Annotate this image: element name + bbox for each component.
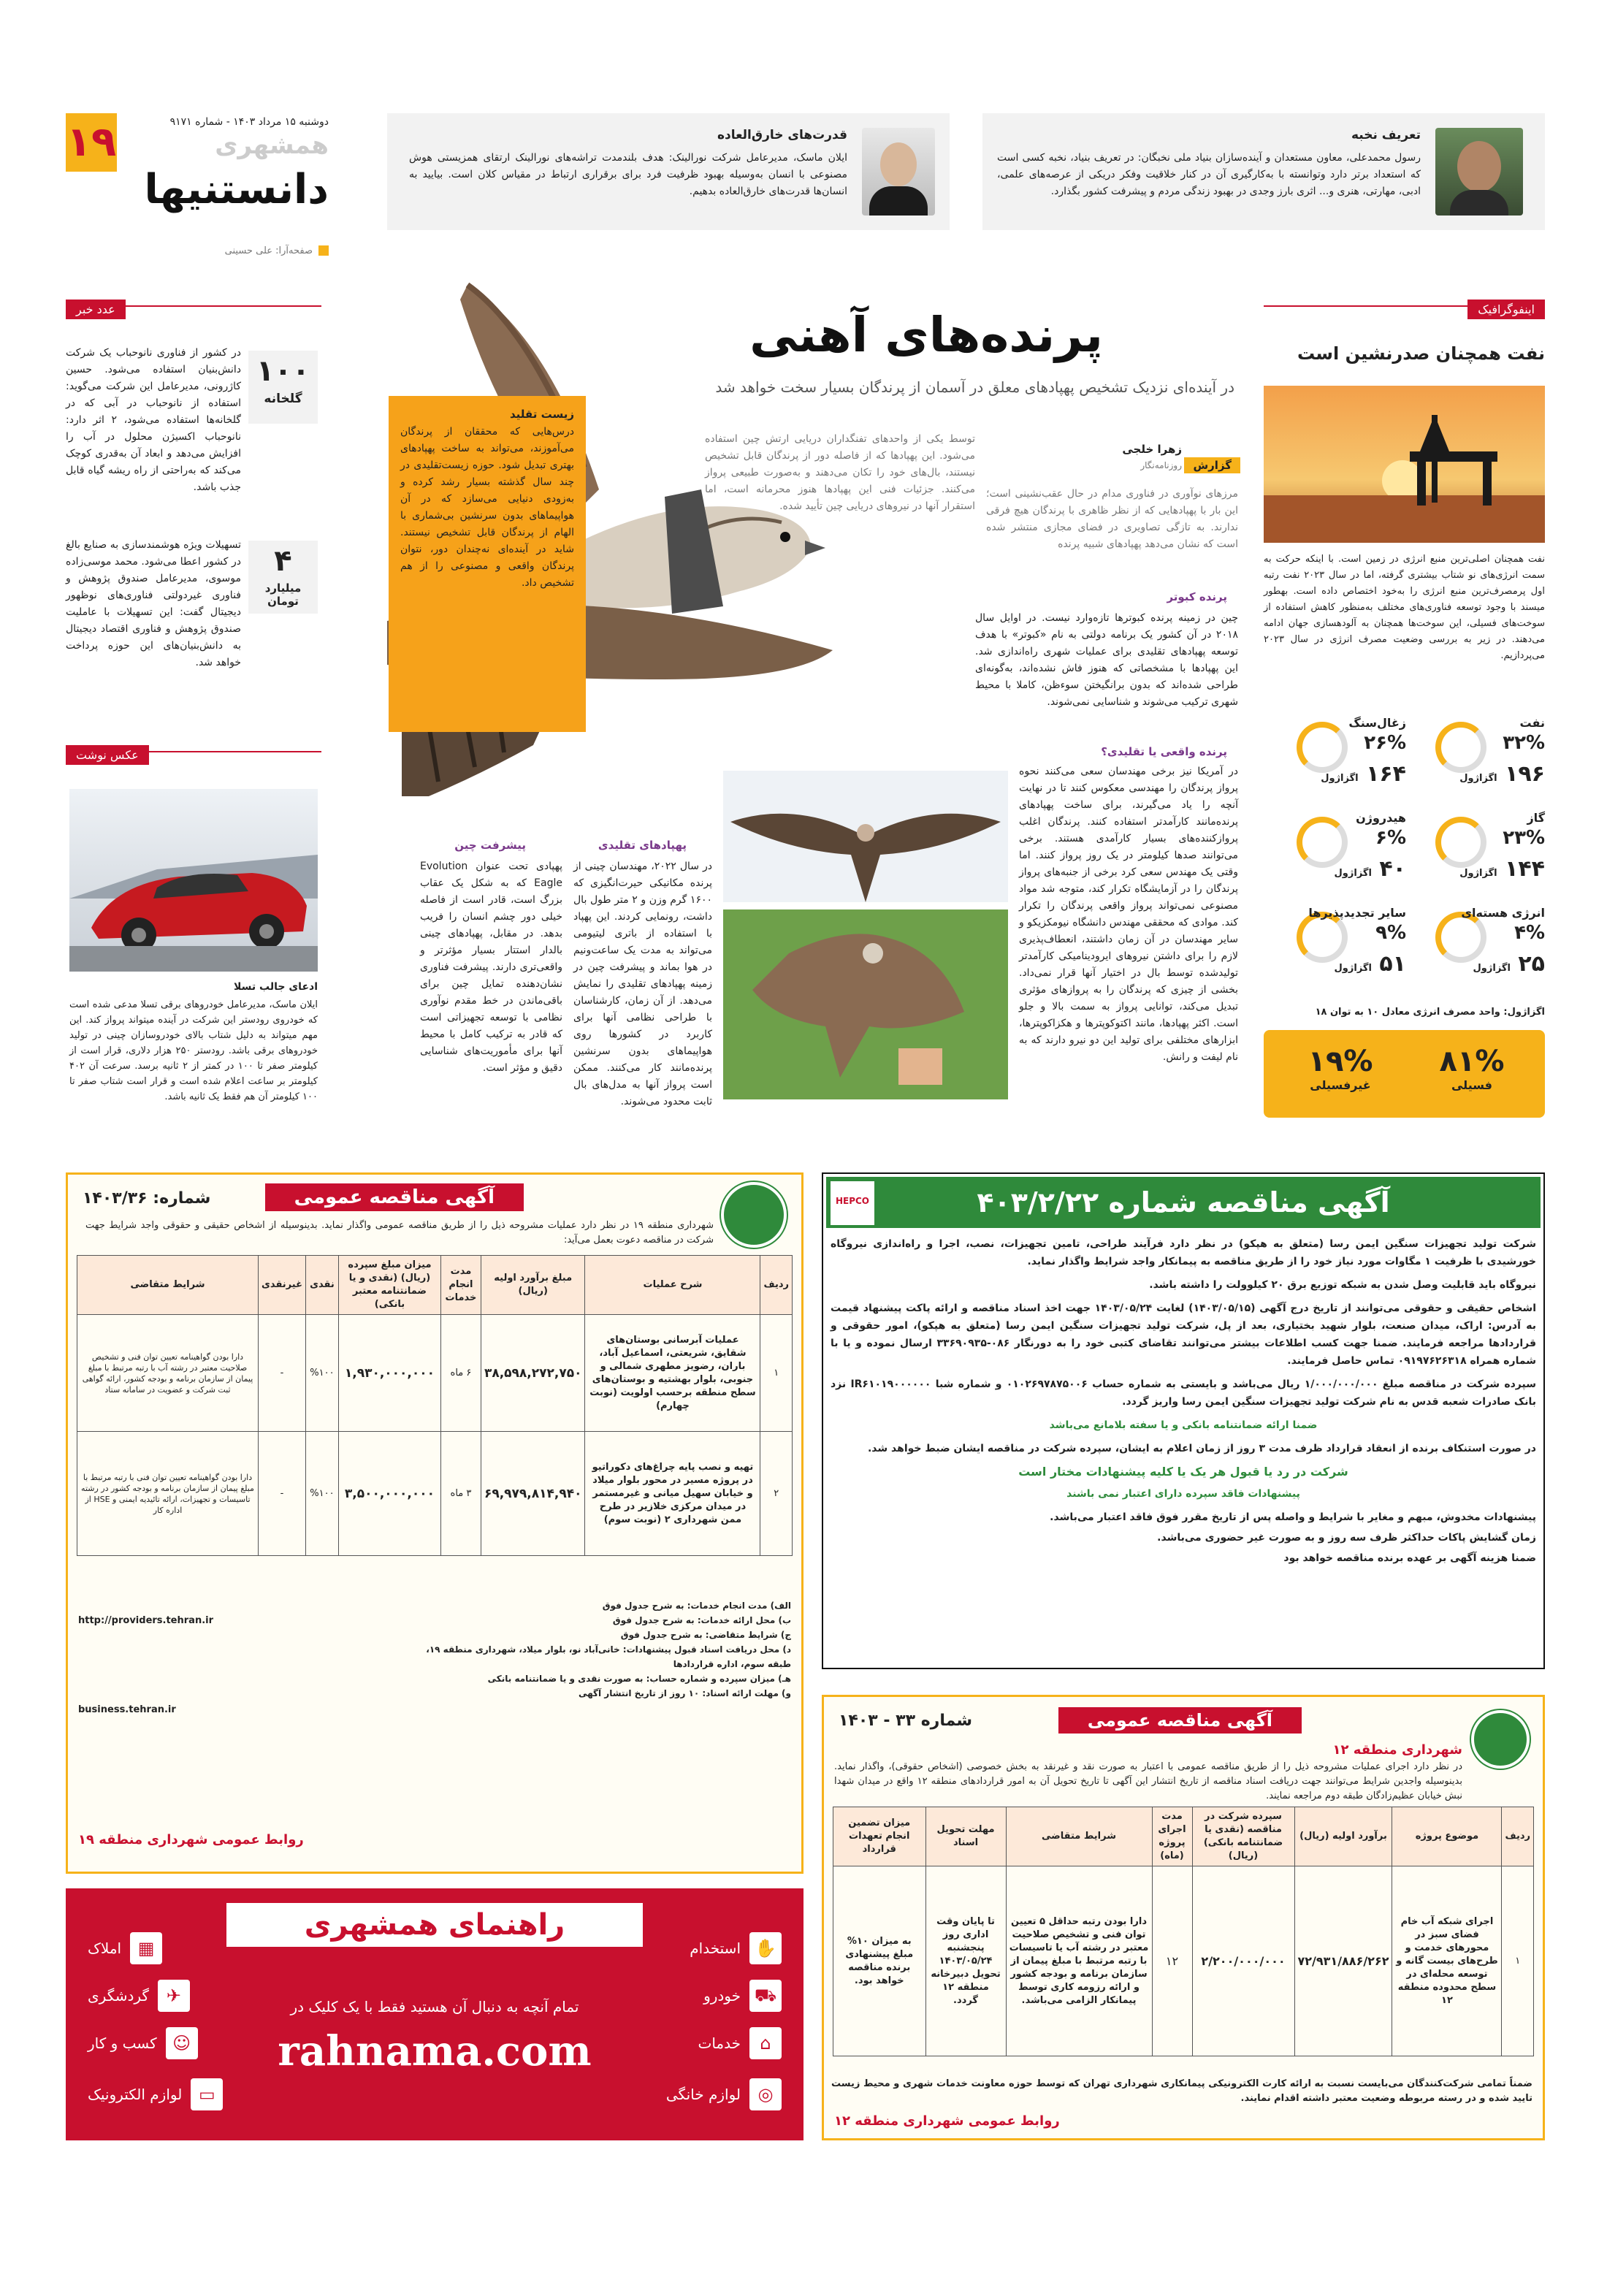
report-tag-area bbox=[985, 437, 1240, 473]
numbers-section bbox=[66, 300, 321, 723]
gauge-number: ۲۵ bbox=[1518, 951, 1545, 977]
photo-caption-title: ادعای جالب تسلا bbox=[234, 981, 318, 993]
rahnama-item-realestate[interactable] bbox=[88, 1932, 162, 1964]
editor-name: صفحه‌آرا: علی حسینی bbox=[224, 245, 313, 256]
gauge-oil bbox=[1435, 716, 1545, 804]
th-cond: شرایط متقاضی bbox=[1006, 1807, 1152, 1866]
infographic-title: نفت همچنان صدرنشین است bbox=[1297, 343, 1545, 364]
th-cash: نقدی bbox=[305, 1256, 338, 1315]
page-number: ۱۹ bbox=[66, 113, 117, 172]
tender12-intro: در نظر دارد اجرای عملیات مشروحه ذیل را از طریق مناقصه عمومی با اعتبار به صورت نقد و غیرنقد به بخش خصوصی (اشخاص حقوقی)، واگذار نماید. بدینوسیله واجدین شرایط می‌توانند جهت دریافت اسناد مناقصه از تاریخ انتشار این آگهی تا تاریخ تحویل آن به امور قراردادهای منطقه ۱۲ واقع در میدان شهدا نبش خیابان عظیم‌زادگان طبقه دوم مراجعه نمایند. bbox=[834, 1761, 1462, 1801]
tender19-emblem bbox=[721, 1182, 787, 1248]
imitation-text: درس‌هایی که محققان از پرندگان می‌آموزند، می‌تواند به ساخت پهپادهای بهتری تبدیل شود. حوزه زیست‌تقلیدی در چند سال گذشته بسیار رشد کرده و به‌زودی دنیایی می‌سازد که در آن هواپیماهای بدون سرنشین بی‌شماری با الهام از پرندگان قابل تشخیص نیستند. شاید در آینده‌ای نه‌چندان دور، نتوان پرندگان واقعی و مصنوعی را از هم تشخیص داد. bbox=[400, 426, 574, 589]
total-nonfossil bbox=[1282, 1045, 1399, 1092]
total-nonfossil-label: غیرفسیلی bbox=[1310, 1078, 1371, 1092]
item-label: خدمات bbox=[698, 2034, 741, 2052]
tender19-footer: روابط عمومی شهرداری منطقه ۱۹ bbox=[78, 1832, 304, 1847]
gauge-label: سایر تجدیدپذیرها bbox=[1308, 906, 1406, 920]
photo-box bbox=[66, 745, 321, 1125]
cell-months: ۱۲ bbox=[1152, 1866, 1192, 2056]
powers-title: قدرت‌های خارق‌العاده bbox=[717, 128, 847, 142]
report-tag: گزارش bbox=[1184, 457, 1240, 473]
number-badge-2 bbox=[248, 541, 318, 614]
note: ج) شرایط متقاضی: به شرح جدول فوق bbox=[620, 1630, 791, 1640]
infographic-note: اگزاژول: واحد مصرف انرژی معادل ۱۰ به توان ۱۸ bbox=[1315, 1007, 1545, 1018]
hepco-header bbox=[826, 1177, 1541, 1228]
th-desc: شرح عملیات bbox=[585, 1256, 760, 1315]
hepco-body bbox=[831, 1235, 1536, 1567]
cell-budget: ۷۲/۹۳۱/۸۸۶/۲۶۲ bbox=[1294, 1866, 1392, 2056]
feature-headline: پرنده‌های آهنی bbox=[749, 307, 1103, 363]
th-no: ردیف bbox=[760, 1256, 793, 1315]
hepco-line: ضمنا ارائه ضمانتنامه بانکی و یا سفته بلامانع می‌باشد bbox=[1049, 1419, 1318, 1431]
gauge-unit: اگزاژول bbox=[1459, 773, 1497, 784]
ad-hepco bbox=[822, 1172, 1545, 1669]
rahnama-item-services[interactable] bbox=[698, 2027, 782, 2059]
total-fossil-pct: ۸۱% bbox=[1439, 1045, 1505, 1078]
number-unit-1: گلخانه bbox=[264, 392, 302, 406]
cell-cash: %۱۰۰ bbox=[305, 1432, 338, 1556]
hepco-line: زمان گشایش پاکات حداکثر ظرف سه روز و به صورت غیر حضوری می‌باشد. bbox=[1157, 1532, 1536, 1544]
tender19-links bbox=[78, 1613, 414, 1718]
hepco-line: نیروگاه باید قابلیت وصل شدن به شبکه توزیع برق ۲۰ کیلوولت را داشته باشد. bbox=[1149, 1279, 1536, 1291]
house-icon: ⌂ bbox=[749, 2027, 782, 2059]
table-row bbox=[833, 1866, 1534, 2056]
gauge-value bbox=[1435, 951, 1545, 977]
hepco-line: اشخاص حقیقی و حقوقی می‌توانند از تاریخ درج آگهی (۱۴۰۳/۰۵/۱۵) لغایت ۱۴۰۳/۰۵/۲۴ جهت اخذ اسناد مناقصه و ارائه پاکت پیشنهاد قیمت به آدرس: اراک، میدان صنعت، بلوار شهید بختیاری، بعد از پل، شرکت تولید تجهیزات سنگین ایمن رسا (متعلق به هپکو)، امور حقوقی و قراردادها مراجعه فرمایند. ضمنا جهت کسب اطلاعات بیشتر می‌توانند تقاضای کتبی خود را به دورنگار ۰۸۶-۳۳۶۹۰۹۳۵ ارسال نموده و یا با شماره همراه ۰۹۱۹۷۶۲۶۳۱۸ تماس حاصل فرمایند. bbox=[831, 1303, 1536, 1367]
cell-cond: دارا بودن گواهینامه تعیین توان فنی با رتبه مرتبط با مبلغ پیمان از سازمان برنامه و بودجه کشور در رشته تاسیسات و تجهیزات، ارائه تائیدیه ایمنی و HSE از اداره کار bbox=[77, 1432, 259, 1556]
gauge-hydro bbox=[1297, 811, 1406, 899]
pigeon-title: پرنده کبوتر bbox=[1167, 590, 1227, 603]
gauge-number: ۴۰ bbox=[1379, 856, 1406, 882]
cell-desc: عملیات آبرسانی بوستان‌های شقایق، شریعتی، اسماعیل آباد، باران، رضویز مطهری شمالی و جنوبی، بلوار بهشتیه و بوستان‌های سطح منطقه برحسب اولویت (نوبت چهارم) bbox=[585, 1315, 760, 1432]
tender19-intro: شهرداری منطقه ۱۹ در نظر دارد عملیات مشروحه ذیل را از طریق مناقصه عمومی واگذار نماید. بدینوسیله از اشخاص حقیقی و حقوقی واجد شرایط جهت شرکت در مناقصه دعوت بعمل می‌آید: bbox=[85, 1220, 714, 1246]
imitation-title: زیست تقلید bbox=[510, 408, 574, 421]
photo-box-label: عکس نوشت bbox=[66, 745, 149, 765]
cell-desc: تهیه و نصب پایه چراغ‌های دکوراتیو در پروژه مسیر در محور بلوار میلاد و خیابان سهیل میانی و غیرمستمر در میدان مرکزی خلازیر در طرح ممن شهرداری ۲ (نوبت سوم) bbox=[585, 1432, 760, 1556]
rahnama-item-business[interactable] bbox=[88, 2027, 198, 2059]
cell-noncash: - bbox=[259, 1315, 306, 1432]
business-link[interactable]: business.tehran.ir bbox=[78, 1704, 176, 1715]
th-deposit: میزان مبلغ سپرده (ریال) (نقدی و یا ضمانتنامه معتبر بانکی) bbox=[338, 1256, 440, 1315]
gauge-number: ۱۶۴ bbox=[1366, 761, 1406, 787]
tender12-org: شهرداری منطقه ۱۲ bbox=[1332, 1742, 1462, 1758]
rahnama-item-jobs[interactable] bbox=[690, 1932, 782, 1964]
number-value-2: ۴ bbox=[274, 544, 292, 578]
gauge-unit: اگزاژول bbox=[1473, 963, 1511, 974]
th-no: ردیف bbox=[1502, 1807, 1534, 1866]
progress-title: پیشرفت چین bbox=[454, 839, 526, 852]
hepco-line: در صورت استنکاف برنده از انعقاد قرارداد ظرف مدت ۳ روز از زمان اعلام به ایشان، سپرده شرکت در مناقصه ایشان ضبط خواهد شد. bbox=[867, 1443, 1536, 1454]
tesla-photo bbox=[69, 789, 318, 972]
people-icon: ☺ bbox=[166, 2027, 198, 2059]
th-budget: مبلغ برآورد اولیه (ریال) bbox=[481, 1256, 585, 1315]
rahnama-title: راهنمای همشهری bbox=[226, 1903, 643, 1947]
report-author-role: روزنامه‌نگار bbox=[1140, 460, 1182, 470]
gauge-number: ۱۴۴ bbox=[1505, 856, 1545, 882]
th-noncash: غیرنقدی bbox=[259, 1256, 306, 1315]
total-fossil bbox=[1413, 1045, 1530, 1092]
gauge-number: ۱۹۶ bbox=[1505, 761, 1545, 787]
note: د) محل دریافت اسناد قبول پیشنهادات: خانی‌آباد نو، بلوار میلاد، شهرداری منطقه ۱۹، طبقه سوم، اداره قراردادها bbox=[426, 1644, 791, 1669]
total-fossil-label: فسیلی bbox=[1451, 1078, 1492, 1092]
gauge-value bbox=[1435, 856, 1545, 882]
total-nonfossil-pct: ۱۹% bbox=[1308, 1045, 1373, 1078]
oil-rig-photo bbox=[1264, 386, 1545, 543]
tender12-note: ضمناً تمامی شرکت‌کنندگان می‌بایست نسبت به ارائه کارت الکترونیکی پیمانکاری شهرداری تهران که توسط حوزه معاونت خدمات شهری و محیط زیست تایید شده و در رسته مربوطه وضعیت معتبر داشته اقدام نمایند. bbox=[831, 2078, 1532, 2104]
top-box-powers bbox=[387, 113, 950, 230]
cell-budget: ۶۹,۹۷۹,۸۱۴,۹۴۰ bbox=[481, 1432, 585, 1556]
gauge-unit: اگزاژول bbox=[1334, 963, 1372, 974]
providers-link[interactable]: http://providers.tehran.ir bbox=[78, 1615, 214, 1626]
number-badge-1 bbox=[248, 351, 318, 424]
cell-deposit: ۳,۵۰۰,۰۰۰,۰۰۰ bbox=[338, 1432, 440, 1556]
powers-body: ایلان ماسک، مدیرعامل شرکت نورالینک: هدف بلندمدت تراشه‌های نورالینک ارتقای همزیستی هوش مصنوعی با انسان به‌وسیله بهبود ظرفیت فرد برای برقراری ارتباط در مقیاس کلان است. بیایید به انسان‌ها قدرت‌های خارق‌العاده بدهیم. bbox=[409, 152, 847, 197]
hepco-line: پیشنهادات مخدوش، مبهم و مغایر با شرایط و واصله پس از تاریخ مقرر فوق فاقد اعتبار می‌باشد. bbox=[1050, 1511, 1536, 1523]
cell-noncash: - bbox=[259, 1432, 306, 1556]
elite-photo bbox=[1435, 128, 1523, 216]
cell-cond: دارا بودن رتبه حداقل ۵ تعیین توان فنی و تشخیص صلاحیت معتبر در رشته آب یا تاسیسات با رتبه مرتبط با مبلغ پیمان از سازمان برنامه و بودجه کشور و ارائه رزومه کاری توسط پیمانکار الزامی می‌باشد. bbox=[1006, 1866, 1152, 2056]
hepco-logo: HEPCO bbox=[831, 1181, 874, 1225]
infographic-totals bbox=[1264, 1030, 1545, 1118]
hepco-line: شرکت در رد یا قبول هر یک یا کلیه پیشنهادات مختار است bbox=[1018, 1465, 1348, 1479]
masthead bbox=[66, 113, 329, 256]
cell-duration: ۶ ماه bbox=[440, 1315, 481, 1432]
musk-photo bbox=[862, 128, 935, 216]
tender12-banner: آگهی مناقصه عمومی bbox=[1058, 1707, 1302, 1734]
elite-title: تعریف نخبه bbox=[1351, 128, 1421, 142]
handshake-icon: ✋ bbox=[749, 1932, 782, 1964]
table-row bbox=[77, 1432, 793, 1556]
th-months: مدت اجرای پروژه (ماه) bbox=[1152, 1807, 1192, 1866]
report-intro-left: توسط یکی از واحدهای تفنگداران دریایی ارتش چین استفاده می‌شود. این پهپادها که از فاصله دور از پرندگان قابل تشخیص نیستند، بال‌های خود را تکان می‌دهند و به‌صورت طبیعی پرواز می‌کنند. جزئیات فنی این پهپادها هنوز محرمانه است، اما استقرار آنها در نیروهای دریایی چین تأیید شده. bbox=[705, 433, 975, 512]
gauge-percent: ۲۶% bbox=[1364, 732, 1406, 754]
gauge-nuclear bbox=[1435, 906, 1545, 993]
gauge-renewables bbox=[1297, 906, 1406, 993]
ad-tender-12 bbox=[822, 1695, 1545, 2140]
item-label: استخدام bbox=[690, 1940, 741, 1957]
th-budget: برآورد اولیه (ریال) bbox=[1294, 1807, 1392, 1866]
monitor-icon: ▭ bbox=[191, 2078, 223, 2110]
drone-bird-flying bbox=[723, 771, 1008, 902]
gauge-label: گاز bbox=[1527, 811, 1545, 825]
rahnama-item-cars[interactable] bbox=[703, 1980, 782, 2012]
gauge-coal bbox=[1297, 716, 1406, 804]
tender12-footer: روابط عمومی شهرداری منطقه ۱۲ bbox=[834, 2113, 1060, 2129]
note: و) مهلت ارائه اسناد: ۱۰ روز از تاریخ انتشار آگهی bbox=[578, 1688, 791, 1698]
elite-body: رسول محمدعلی، معاون مستعدان و آینده‌سازان بنیاد ملی نخبگان: در تعریف بنیاد، نخبه کسی است که استعداد برتر دارد وتوانسته با به‌کارگیری آن در کنار خلاقیت وفکر دریکی از عرصه‌های علمی، ادبی، مهارتی، هنری و... اثری بارز وجدی در بهبود زندگی مردم و پیشرفت کشور بگذارد. bbox=[997, 152, 1421, 197]
note: ب) محل ارائه خدمات: به شرح جدول فوق bbox=[612, 1615, 791, 1625]
gauge-value bbox=[1297, 856, 1406, 882]
tender12-emblem bbox=[1471, 1710, 1530, 1769]
cell-cash: %۱۰۰ bbox=[305, 1315, 338, 1432]
th-guarantee: میزان تضمین انجام تعهدات قرارداد bbox=[833, 1807, 926, 1866]
infographic-text: نفت همچنان اصلی‌ترین منبع انرژی در زمین است. با اینکه حرکت به سمت انرژی‌های نو شتاب بیشتری گرفته، اما در سال ۲۰۲۳ نفت رتبه اول پرمصرف‌ترین منبع انرژی را به‌خود اختصاص داده است. بهطور میسند با وجود توسعه فناوری‌های مختلف به‌منظور کاهش استفاده از سوخت‌های فسیلی، این سوخت‌ها همچنان به آلودهسازی جهان ادامه می‌دهند. در زیر به بررسی وضعیت مصرف انرژی در سال ۲۰۲۳ می‌پردازیم. bbox=[1264, 554, 1545, 661]
hepco-line: سپرده شرکت در مناقصه مبلغ ۱/۰۰۰/۰۰۰/۰۰۰ ریال می‌باشد و بایستی به شماره حساب ۰۱۰۲۶۹۷۸۷۵۰۰۶ و شماره شبا IR۶۱۰۱۹۰۰۰۰۰۰ نزد بانک صادرات شعبه قدس به نام شرکت تولید تجهیزات سنگین ایمن رسا واریز گردد. bbox=[831, 1378, 1536, 1408]
hepco-title: آگهی مناقصه شماره ۴۰۳/۲/۲۲ bbox=[977, 1186, 1390, 1218]
number-text-2: تسهیلات ویژه هوشمندسازی به صنایع بالغ در کشور اعطا می‌شود. محمد موسی‌زاده موسوی، مدیرعامل صندوق پژوهش و فناوری غیردولتی فناوری‌های نوظهور دیجیتال گفت: این تسهیلات با عاملیت صندوق پژوهش و فناوری اقتصاد دیجیتال به دانش‌بنیان‌های این حوزه پرداخت خواهد شد. bbox=[66, 539, 241, 668]
note: الف) مدت انجام خدمات: به شرح جدول فوق bbox=[602, 1601, 791, 1611]
building-icon: ▦ bbox=[130, 1932, 162, 1964]
chinese-title: پهپادهای تقلیدی bbox=[598, 839, 687, 852]
report-intro-right: مرزهای نوآوری در فناوری مدام در حال عقب‌نشینی است؛ این بار با پهپادهایی که از نظر ظاهری با پرندگان هیچ فرقی ندارند. به تازگی تصاویری در فضای مجازی منتشر شده است که نشان می‌دهد پهپادهای شبیه پرنده bbox=[986, 488, 1238, 550]
tender12-number: شماره ۳۳ - ۱۴۰۳ bbox=[839, 1712, 972, 1730]
numbers-label: عدد خبر bbox=[66, 300, 126, 319]
cell-deposit: ۱,۹۳۰,۰۰۰,۰۰۰ bbox=[338, 1315, 440, 1432]
note: هـ) میزان سپرده و شماره حساب: به صورت نقدی و یا ضمانتنامه بانکی bbox=[487, 1674, 791, 1684]
cell-deadline: تا پایان وقت اداری روز پنجشنبه ۱۴۰۳/۰۵/۲۴ تحویل دبیرخانه منطقه ۱۲ گردد. bbox=[925, 1866, 1006, 2056]
gauge-unit: اگزاژول bbox=[1459, 868, 1497, 879]
tender19-notes bbox=[426, 1598, 791, 1701]
cell-duration: ۳ ماه bbox=[440, 1432, 481, 1556]
item-label: لوازم خانگی bbox=[665, 2086, 741, 2103]
cell-no: ۱ bbox=[760, 1315, 793, 1432]
item-label: لوازم الکترونیک bbox=[88, 2086, 183, 2103]
plane-icon: ✈ bbox=[158, 1980, 190, 2012]
top-box-elite bbox=[982, 113, 1545, 230]
tender12-table bbox=[833, 1807, 1534, 2056]
gauge-percent: ۹% bbox=[1375, 922, 1406, 944]
date-line: دوشنبه ۱۵ مرداد ۱۴۰۳ - شماره ۹۱۷۱ bbox=[169, 116, 329, 128]
gauge-gas bbox=[1435, 811, 1545, 899]
gauge-value bbox=[1435, 761, 1545, 787]
rahnama-slogan: تمام آنچه به دنبال آن هستید فقط با یک کلیک در bbox=[290, 1998, 579, 2015]
report-author: زهرا خلجی bbox=[1122, 443, 1182, 456]
gauge-unit: اگزاژول bbox=[1334, 868, 1372, 879]
gauge-label: هیدروژن bbox=[1356, 811, 1406, 825]
gauge-label: انرژی هسته‌ای bbox=[1461, 906, 1545, 920]
item-label: گردشگری bbox=[88, 1987, 149, 2005]
th-duration: مدت انجام خدمات bbox=[440, 1256, 481, 1315]
gauge-percent: ۴% bbox=[1514, 922, 1545, 944]
th-deposit: سپرده شرکت در مناقصه (نقدی یا ضمانتنامه بانکی) (ریال) bbox=[1192, 1807, 1294, 1866]
cell-subject: اجرای شبکه آب خام فضای سبز در محورهای خدمت و طرح‌های بیست گانه و توسعه محله‌ای در سطح محدوده منطقه ۱۲ bbox=[1392, 1866, 1502, 2056]
tesla-car-illustration bbox=[69, 789, 318, 972]
progress-text: پهپادی تحت عنوان Evolution Eagle که به شکل یک عقاب بزرگ است، قادر است از فاصله خیلی دور چشم انسان را فریب بدهد. در مقابل، پهپادهای چینی بالدار استتار بسیار مؤثرتر و واقعی‌تری دارند. پیشرفت فناوری نشان‌دهنده تمایل چین برای باقی‌ماندن در خط مقدم نوآوری نظامی با توسعه تجهیزاتی است که قادر به ترکیب کامل با محیط آنها برای مأموریت‌های شناسایی دقیق و مؤثر است. bbox=[420, 861, 562, 1074]
ad-rahnama bbox=[66, 1888, 804, 2140]
ad-tender-19 bbox=[66, 1172, 804, 1874]
item-label: کسب و کار bbox=[88, 2034, 157, 2052]
cell-no: ۲ bbox=[760, 1432, 793, 1556]
gauge-unit: اگزاژول bbox=[1321, 773, 1359, 784]
tender19-number: شماره: ۱۴۰۳/۳۶ bbox=[83, 1189, 211, 1208]
gauge-label: زغال‌سنگ bbox=[1348, 716, 1406, 730]
pigeon-text: چین در زمینه پرنده کبوترها تازه‌وارد نیست. در اوایل سال ۲۰۱۸ در آن کشور یک برنامه دولتی به نام «کبوتر» با هدف توسعه پهپادهای تقلیدی برای عملیات شهری راه‌اندازی شد. این پهپادها با مشخصاتی که هنوز فاش نشده‌اند، به‌گونه‌ای طراحی شده‌اند که بدون برانگیختن سوءظن، کاملا با محیط شهری ترکیب می‌شوند و شناسایی نمی‌شوند. bbox=[975, 612, 1238, 708]
item-label: املاک bbox=[88, 1940, 122, 1957]
number-unit-2: میلیارد تومان bbox=[264, 581, 302, 608]
th-cond: شرایط متقاضی bbox=[77, 1256, 259, 1315]
th-deadline: مهلت تحویل اسناد bbox=[925, 1807, 1006, 1866]
section-title: دانستنیها bbox=[144, 166, 329, 213]
rahnama-site[interactable]: rahnama.com bbox=[278, 2027, 592, 2075]
chinese-text: در سال ۲۰۲۲، مهندسان چینی از پرنده مکانیکی حیرت‌انگیزی که ۱۶۰۰ گرم وزن و ۲ متر طول بال داشت، رونمایی کردند. این پهپاد با استفاده از باتری لیتیومی می‌تواند به مدت یک ساعت‌ونیم در هوا بماند و پیشرفت چین در زمینه پهپادهای تقلیدی را نمایش می‌دهد. از آن زمان، کارشناسان با طراحی نظامی آنها برای کاربرد در کشورها روی هواپیماهای بدون سرنشین پرنده‌مانند کار می‌کنند. ممکن است پرواز آنها به مدل‌های بال ثابت محدود می‌شوند. bbox=[573, 861, 712, 1107]
rahnama-item-tourism[interactable] bbox=[88, 1980, 190, 2012]
cell-no: ۱ bbox=[1502, 1866, 1534, 2056]
cell-cond: دارا بودن گواهینامه تعیین توان فنی و تشخیص صلاحیت معتبر در رشته آب با رتبه مرتبط با مبلغ پیمان از سازمان برنامه و بودجه کشور، ارائه گواهی ثبت شرکت و عضویت در سامانه ستاد bbox=[77, 1315, 259, 1432]
paper-name: همشهری bbox=[215, 131, 329, 160]
rahnama-item-appliances[interactable] bbox=[666, 2078, 782, 2110]
gauge-percent: ۲۳% bbox=[1503, 827, 1545, 849]
feature-lead: در آینده‌ای نزدیک تشخیص پهپادهای معلق در آسمان از پرندگان بسیار سخت خواهد شد bbox=[715, 378, 1234, 396]
cell-deposit: ۲/۲۰۰/۰۰۰/۰۰۰ bbox=[1192, 1866, 1294, 2056]
photo-caption: ایلان ماسک، مدیرعامل خودروهای برقی تسلا مدعی شده است که خودروی رودستر این شرکت در آینده میتواند پرواز کند. این مهم میتواند به دلیل شتاب بالای خودروسازان چینی در تولید خودروهای برقی باشد. رودستر ۲۵۰ هزار دلاری، قرار است از کیلومتر صفر تا ۱۰۰ در کمتر از ۲ ثانیه برسد. سرعت آن ۴۰۲ کیلومتر بر ساعت اعلام شده است و قرار است شتاب صفر تا ۱۰۰ کیلومتر آن هم فقط یک ثانیه باشد. bbox=[69, 999, 318, 1102]
cell-guarantee: به میزان ۱۰% مبلغ پیشنهادی برنده مناقصه خواهد بود. bbox=[833, 1866, 926, 2056]
number-text-1: در کشور از فناوری نانوحباب یک شرکت دانش‌بنیان استفاده می‌شود. حسین کاژرونی، مدیرعامل این شرکت می‌گوید: استفاده از نانوحباب در آبی که در گلخانه‌ها استفاده می‌شود، ۲ اثر دارد: نانوحباب اکسیژن محلول در آب را افزایش می‌دهد و ابعاد آن به‌قدری کوچک می‌کند که به‌راحتی از راه ریشه گیاه قابل جذب باشد. bbox=[66, 347, 242, 493]
hepco-line: ضمنا هزینه آگهی بر عهده برنده مناقصه خواهد بود bbox=[1283, 1552, 1536, 1564]
table-row bbox=[77, 1315, 793, 1432]
real-title: پرنده واقعی یا تقلیدی؟ bbox=[1101, 745, 1227, 758]
gauge-number: ۵۱ bbox=[1379, 951, 1406, 977]
imitation-box bbox=[389, 396, 586, 732]
gauge-label: نفت bbox=[1519, 716, 1545, 730]
tender19-banner: آگهی مناقصه عمومی bbox=[265, 1183, 524, 1211]
hepco-line: پیشنهادات فاقد سپرده دارای اعتبار نمی باشند bbox=[1066, 1488, 1300, 1500]
item-label: خودرو bbox=[703, 1987, 741, 2005]
cell-budget: ۳۸,۵۹۸,۲۷۲,۷۵۰ bbox=[481, 1315, 585, 1432]
editor-marker bbox=[318, 245, 329, 256]
washer-icon: ◎ bbox=[749, 2078, 782, 2110]
hepco-line: شرکت تولید تجهیزات سنگین ایمن رسا (متعلق به هپکو) در نظر دارد فرآیند طراحی، تامین تجهیزات، نصب، اجرا و راه‌اندازی نیروگاه خورشیدی با ظرفیت ۱ مگاوات مورد نیاز خود را از طریق مناقصه به پیمانکار واجد شرایط واگذار نماید. bbox=[831, 1238, 1536, 1267]
th-subject: موضوع پروژه bbox=[1392, 1807, 1502, 1866]
gauge-value bbox=[1297, 761, 1406, 787]
real-text: در آمریکا نیز برخی مهندسان سعی می‌کنند نحوه پرواز پرندگان را مهندسی معکوس کنند تا در نهایت آنچه را یاد می‌گیرند، برای ساخت پهپادهای پرنده‌مانند کارآمدتر استفاده کنند. پرندگان اغلب پروازکننده‌های بسیار کارآمدی هستند. برخی می‌توانند صدها کیلومتر در یک روز پرواز کنند. اما وقتی یک مهندس سعی کرد برخی از جنبه‌های پرواز پرندگان را در آزمایشگاه تکرار کند، متوجه شد مواد مصنوعی نمی‌تواند پرواز واقعی پرندگان را تکرار کند. موادی که محققی مهندس دانشگاه نیومکزیکو و سایر مهندسان در آن زمان داشتند، انعطاف‌پذیری لازم را برای داشتن نیروهای ایرودینامیکی کارآمدتر تولید‌شده توسط بال در اختیار آنها قرار نمی‌داد. بخشی از چیزی که پرندگان را به پروازهای مؤثری تبدیل می‌کند، توانایی پرواز به سمت بالا و جلو است. اکثر پهپادها، مانند اکتوکوپترها و هکزاکوپترها، ابزارهای مختلفی برای تولید این دو نیرو دارند که به نام لیفت و رانش. bbox=[1019, 766, 1238, 1063]
gauge-percent: ۶% bbox=[1375, 827, 1406, 849]
number-value-1: ۱۰۰ bbox=[256, 354, 310, 388]
gauge-value bbox=[1297, 951, 1406, 977]
infographic bbox=[1264, 300, 1545, 1136]
gauge-percent: ۳۲% bbox=[1503, 732, 1545, 754]
car-icon: ⛟ bbox=[749, 1980, 782, 2012]
infographic-label: اینفوگرافیک bbox=[1467, 300, 1545, 319]
tender19-table bbox=[77, 1255, 793, 1556]
rahnama-item-electronics[interactable] bbox=[88, 2078, 223, 2110]
editor-line bbox=[66, 243, 329, 258]
drone-bird-hand bbox=[723, 909, 1008, 1099]
